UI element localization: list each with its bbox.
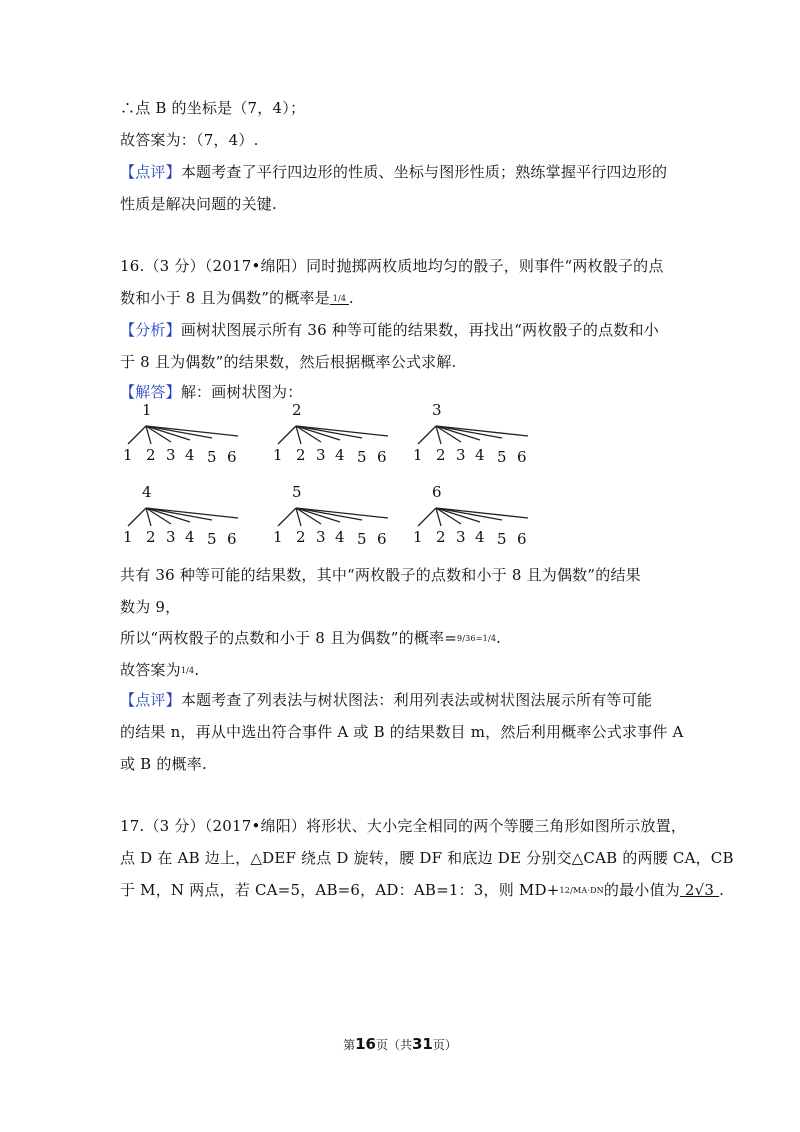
tree-leaf-label: 6 bbox=[377, 448, 387, 466]
comment-line bbox=[120, 162, 690, 182]
solution-text: 解：画树状图为： bbox=[180, 383, 303, 401]
tree-leaf-label: 4 bbox=[475, 446, 485, 464]
total-pages: 31 bbox=[412, 1035, 433, 1053]
tree-leaf-label: 2 bbox=[436, 446, 446, 464]
question-17-line: 点 D 在 AB 边上，△DEF 绕点 D 旋转，腰 DF 和底边 DE 分别交△CAB 的两腰 CA，CB bbox=[120, 849, 734, 867]
tree-leaf-label: 5 bbox=[497, 530, 507, 548]
tree-leaf-label: 5 bbox=[207, 448, 217, 466]
tree-leaf-label: 2 bbox=[146, 446, 156, 464]
page-footer bbox=[0, 1036, 800, 1053]
tree-leaf-label: 1 bbox=[123, 528, 133, 546]
tree-leaf-label: 6 bbox=[227, 448, 237, 466]
tree-root-label: 1 bbox=[142, 401, 152, 419]
comment-text: 本题考查了列表法与树状图法：利用列表法或树状图法展示所有等可能 bbox=[180, 691, 653, 709]
text-line: 共有 36 种等可能的结果数，其中“两枚骰子的点数和小于 8 且为偶数”的结果 bbox=[120, 566, 641, 584]
comment-tag: 【点评】 bbox=[120, 163, 181, 181]
punctuation: . bbox=[348, 289, 354, 307]
tree-leaf-label: 4 bbox=[185, 446, 195, 464]
analysis-line bbox=[120, 320, 690, 340]
tree-leaf-label: 5 bbox=[497, 448, 507, 466]
tree-leaf-label: 6 bbox=[517, 530, 527, 548]
tree-leaf-label: 3 bbox=[166, 528, 176, 546]
question-17-line: 17.（3 分）（2017•绵阳）将形状、大小完全相同的两个等腰三角形如图所示放置， bbox=[120, 817, 687, 835]
tree-root-label: 4 bbox=[142, 483, 152, 501]
text-segment: 故答案为 bbox=[120, 661, 181, 679]
analysis-tag: 【分析】 bbox=[120, 321, 181, 339]
tree-leaf-label: 3 bbox=[316, 446, 326, 464]
question-text: 数和小于 8 且为偶数”的概率是 bbox=[120, 289, 330, 307]
tree-leaf-label: 3 bbox=[456, 446, 466, 464]
footer-text: 页（共 bbox=[375, 1038, 412, 1052]
comment-text: 本题考查了平行四边形的性质、坐标与图形性质；熟练掌握平行四边形的 bbox=[180, 163, 668, 181]
tree-leaf-label: 4 bbox=[185, 528, 195, 546]
question-16-line: 16.（3 分）（2017•绵阳）同时抛掷两枚质地均匀的骰子，则事件“两枚骰子的点 bbox=[120, 257, 664, 275]
comment-tag: 【点评】 bbox=[120, 691, 181, 709]
tree-root-label: 6 bbox=[432, 483, 442, 501]
solution-tag: 【解答】 bbox=[120, 383, 181, 401]
tree-leaf-label: 6 bbox=[377, 530, 387, 548]
tree-root-label: 2 bbox=[292, 401, 302, 419]
text-line: ∴点 B 的坐标是（7，4）； bbox=[120, 99, 306, 117]
page-number: 16 bbox=[355, 1035, 376, 1053]
tree-leaf-label: 2 bbox=[146, 528, 156, 546]
tree-leaf-label: 2 bbox=[436, 528, 446, 546]
tree-branch bbox=[278, 426, 296, 444]
text-line: 故答案为：（7，4）. bbox=[120, 131, 259, 149]
comment-line bbox=[120, 690, 690, 710]
text-segment: 于 M，N 两点，若 CA=5，AB=6，AD：AB=1：3，则 MD+ bbox=[120, 881, 560, 899]
fraction: 9/36=1/4 bbox=[457, 634, 497, 643]
tree-leaf-label: 1 bbox=[273, 446, 283, 464]
text-line: 性质是解决问题的关键. bbox=[120, 195, 277, 213]
tree-leaf-label: 3 bbox=[456, 528, 466, 546]
tree-branch bbox=[128, 508, 146, 526]
answer-blank: 2√3 bbox=[679, 881, 720, 899]
tree-root-label: 3 bbox=[432, 401, 442, 419]
tree-leaf-label: 5 bbox=[357, 530, 367, 548]
tree-leaf-label: 5 bbox=[207, 530, 217, 548]
punctuation: . bbox=[194, 661, 200, 679]
tree-leaf-label: 4 bbox=[475, 528, 485, 546]
fraction: 12/MA·DN bbox=[559, 886, 604, 895]
text-segment: 所以“两枚骰子的点数和小于 8 且为偶数”的概率= bbox=[120, 629, 457, 647]
question-17-line bbox=[120, 880, 725, 901]
analysis-text: 画树状图展示所有 36 种等可能的结果数，再找出“两枚骰子的点数和小 bbox=[180, 321, 659, 339]
tree-leaf-label: 1 bbox=[413, 528, 423, 546]
tree-branch bbox=[128, 426, 146, 444]
tree-leaf-label: 1 bbox=[123, 446, 133, 464]
tree-leaf-label: 1 bbox=[273, 528, 283, 546]
tree-leaf-label: 6 bbox=[227, 530, 237, 548]
text-segment: 的最小值为 bbox=[603, 881, 680, 899]
tree-diagrams bbox=[110, 400, 550, 550]
text-line: 或 B 的概率. bbox=[120, 755, 207, 773]
tree-leaf-label: 2 bbox=[296, 446, 306, 464]
tree-leaf-label: 3 bbox=[166, 446, 176, 464]
text-line bbox=[120, 660, 690, 681]
tree-leaf-label: 4 bbox=[335, 528, 345, 546]
text-line bbox=[120, 628, 690, 649]
punctuation: . bbox=[719, 881, 725, 899]
punctuation: . bbox=[496, 629, 502, 647]
text-line: 数为 9， bbox=[120, 598, 181, 616]
question-16-line bbox=[120, 288, 690, 309]
fraction: 1/4 bbox=[180, 666, 195, 675]
analysis-line: 于 8 且为偶数”的结果数，然后根据概率公式求解. bbox=[120, 353, 457, 371]
tree-leaf-label: 2 bbox=[296, 528, 306, 546]
solution-line bbox=[120, 382, 690, 402]
tree-branch bbox=[278, 508, 296, 526]
tree-leaf-label: 1 bbox=[413, 446, 423, 464]
tree-branch bbox=[418, 426, 436, 444]
text-line: 的结果 n，再从中选出符合事件 A 或 B 的结果数目 m，然后利用概率公式求事件 A bbox=[120, 723, 684, 741]
tree-branch bbox=[418, 508, 436, 526]
tree-leaf-label: 5 bbox=[357, 448, 367, 466]
tree-leaf-label: 4 bbox=[335, 446, 345, 464]
tree-leaf-label: 6 bbox=[517, 448, 527, 466]
footer-text: 第 bbox=[343, 1038, 356, 1052]
tree-leaf-label: 3 bbox=[316, 528, 326, 546]
answer-blank: 1/4 bbox=[329, 294, 349, 303]
footer-text: 页） bbox=[432, 1038, 457, 1052]
tree-root-label: 5 bbox=[292, 483, 302, 501]
